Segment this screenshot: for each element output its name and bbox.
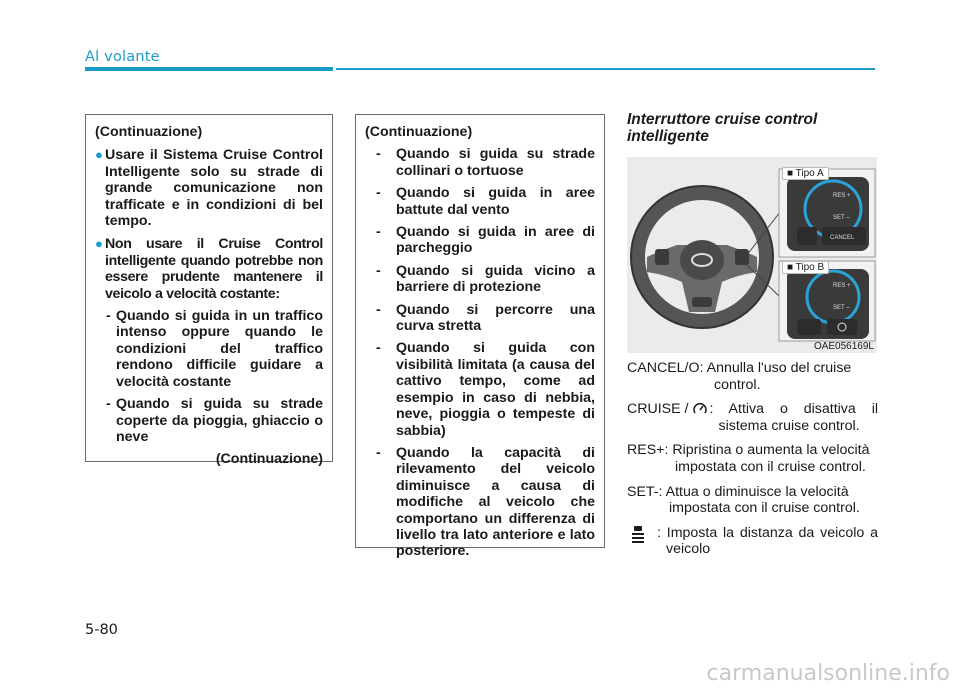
continuation-top: (Continuazione) bbox=[365, 124, 473, 140]
dash-item: - Quando si guida su strade collinari o tortuose bbox=[376, 146, 595, 179]
definition-list bbox=[627, 360, 878, 566]
dash-item: - Quando si guida con visibilità limitata (a causa del cattivo tempo, come ad esempio in caso di nebbia, neve, pioggia o tempeste di sabbia) bbox=[376, 340, 595, 439]
bullet-text: Non usare il Cruise Control intelligente quando potrebbe non essere prudente mantenere il veicolo a velocità costante: bbox=[105, 236, 323, 302]
bullet-text: Usare il Sistema Cruise Control Intelligente solo su strade di grande comunicazione non trafficate e in condizioni di bel tempo. bbox=[105, 147, 323, 230]
svg-text:RES +: RES + bbox=[833, 283, 851, 289]
continuation-top: (Continuazione) bbox=[95, 124, 203, 140]
dash-text: Quando la capacità di rilevamento del veicolo diminuisce a causa di modifiche al veicolo che comportano un differenza di livello tra lato anteriore e lato posteriore. bbox=[396, 444, 595, 560]
section-title: Al volante bbox=[85, 49, 160, 65]
dash-text: Quando si guida vicino a barriere di protezione bbox=[396, 262, 595, 296]
page-number: 5-80 bbox=[85, 622, 118, 638]
svg-text:SET –: SET – bbox=[833, 215, 850, 221]
def-distance bbox=[627, 525, 878, 558]
bullet-item bbox=[95, 147, 323, 229]
def-set: SET-: Attua o diminuisce la velocità impostata con il cruise control. bbox=[627, 483, 860, 517]
dash-text: Quando si guida con visibilità limitata (a causa del cattivo tempo, come ad esempio in caso di nebbia, neve, pioggia o tempeste di sabbia) bbox=[396, 340, 595, 439]
svg-text:RES +: RES + bbox=[833, 193, 851, 199]
steering-wheel-illustration bbox=[627, 157, 877, 353]
bullet-dot-icon: ● bbox=[95, 147, 103, 163]
dash-text: Quando si guida su strade collinari o tortuose bbox=[396, 146, 595, 179]
distance-text: : Imposta la distanza da veicolo a veicolo bbox=[657, 524, 878, 558]
watermark: carmanualsonline.info bbox=[706, 661, 950, 686]
dash-text: Quando si guida in aree battute dal vento bbox=[396, 185, 595, 218]
dash-item: - Quando si guida vicino a barriere di protezione bbox=[376, 262, 595, 296]
dash-item: - Quando la capacità di rilevamento del veicolo diminuisce a causa di modifiche al veicolo che comportano un differenza di livello tra lato anteriore e lato posteriore. bbox=[376, 444, 595, 560]
header-rule-thin bbox=[336, 68, 875, 70]
dash-text: Quando si guida in aree di parcheggio bbox=[396, 224, 595, 257]
bullet-dot-icon: ● bbox=[95, 236, 103, 252]
tipo-a-label: ■ Tipo A bbox=[782, 167, 829, 180]
dash-text: Quando si guida in un traffico intenso oppure quando le condizioni del traffico rendono difficile guidare a velocità costante bbox=[116, 308, 323, 390]
def-cruise bbox=[627, 401, 878, 434]
svg-text:SET –: SET – bbox=[833, 305, 850, 311]
def-res: RES+: Ripristina o aumenta la velocità impostata con il cruise control. bbox=[627, 442, 870, 475]
warning-box-middle bbox=[355, 114, 605, 560]
dash-text: Quando si guida su strade coperte da pioggia, ghiaccio o neve bbox=[116, 396, 323, 445]
section-heading: Interruttore cruise control intelligente bbox=[627, 111, 818, 145]
steering-wheel-figure bbox=[627, 157, 877, 353]
bullet-item bbox=[95, 236, 323, 302]
tipo-b-label: ■ Tipo B bbox=[782, 261, 829, 274]
cruise-label: CRUISE / bbox=[627, 401, 689, 418]
cruise-text: : Attiva o disattiva il sistema cruise control. bbox=[709, 401, 878, 434]
cruise-icon bbox=[692, 401, 710, 434]
header-rule-thick bbox=[85, 67, 333, 71]
continuation-bottom: (Continuazione) bbox=[215, 451, 323, 468]
figure-code: OAE056169L bbox=[813, 341, 874, 352]
dash-item: - Quando si guida in un traffico intenso oppure quando le condizioni del traffico rendono difficile guidare a velocità costante bbox=[106, 308, 323, 390]
svg-text:CANCEL: CANCEL bbox=[830, 235, 855, 241]
dash-item: - Quando si guida in aree di parcheggio bbox=[376, 224, 595, 257]
def-cancel: CANCEL/O: Annulla l'uso del cruise control. bbox=[627, 360, 852, 393]
dash-item: - Quando si percorre una curva stretta bbox=[376, 301, 595, 335]
dash-text: Quando si percorre una curva stretta bbox=[396, 301, 595, 335]
warning-box-left bbox=[85, 114, 333, 468]
dash-item: - Quando si guida su strade coperte da pioggia, ghiaccio o neve bbox=[106, 396, 323, 445]
dash-item: - Quando si guida in aree battute dal vento bbox=[376, 185, 595, 218]
distance-icon bbox=[627, 525, 657, 558]
